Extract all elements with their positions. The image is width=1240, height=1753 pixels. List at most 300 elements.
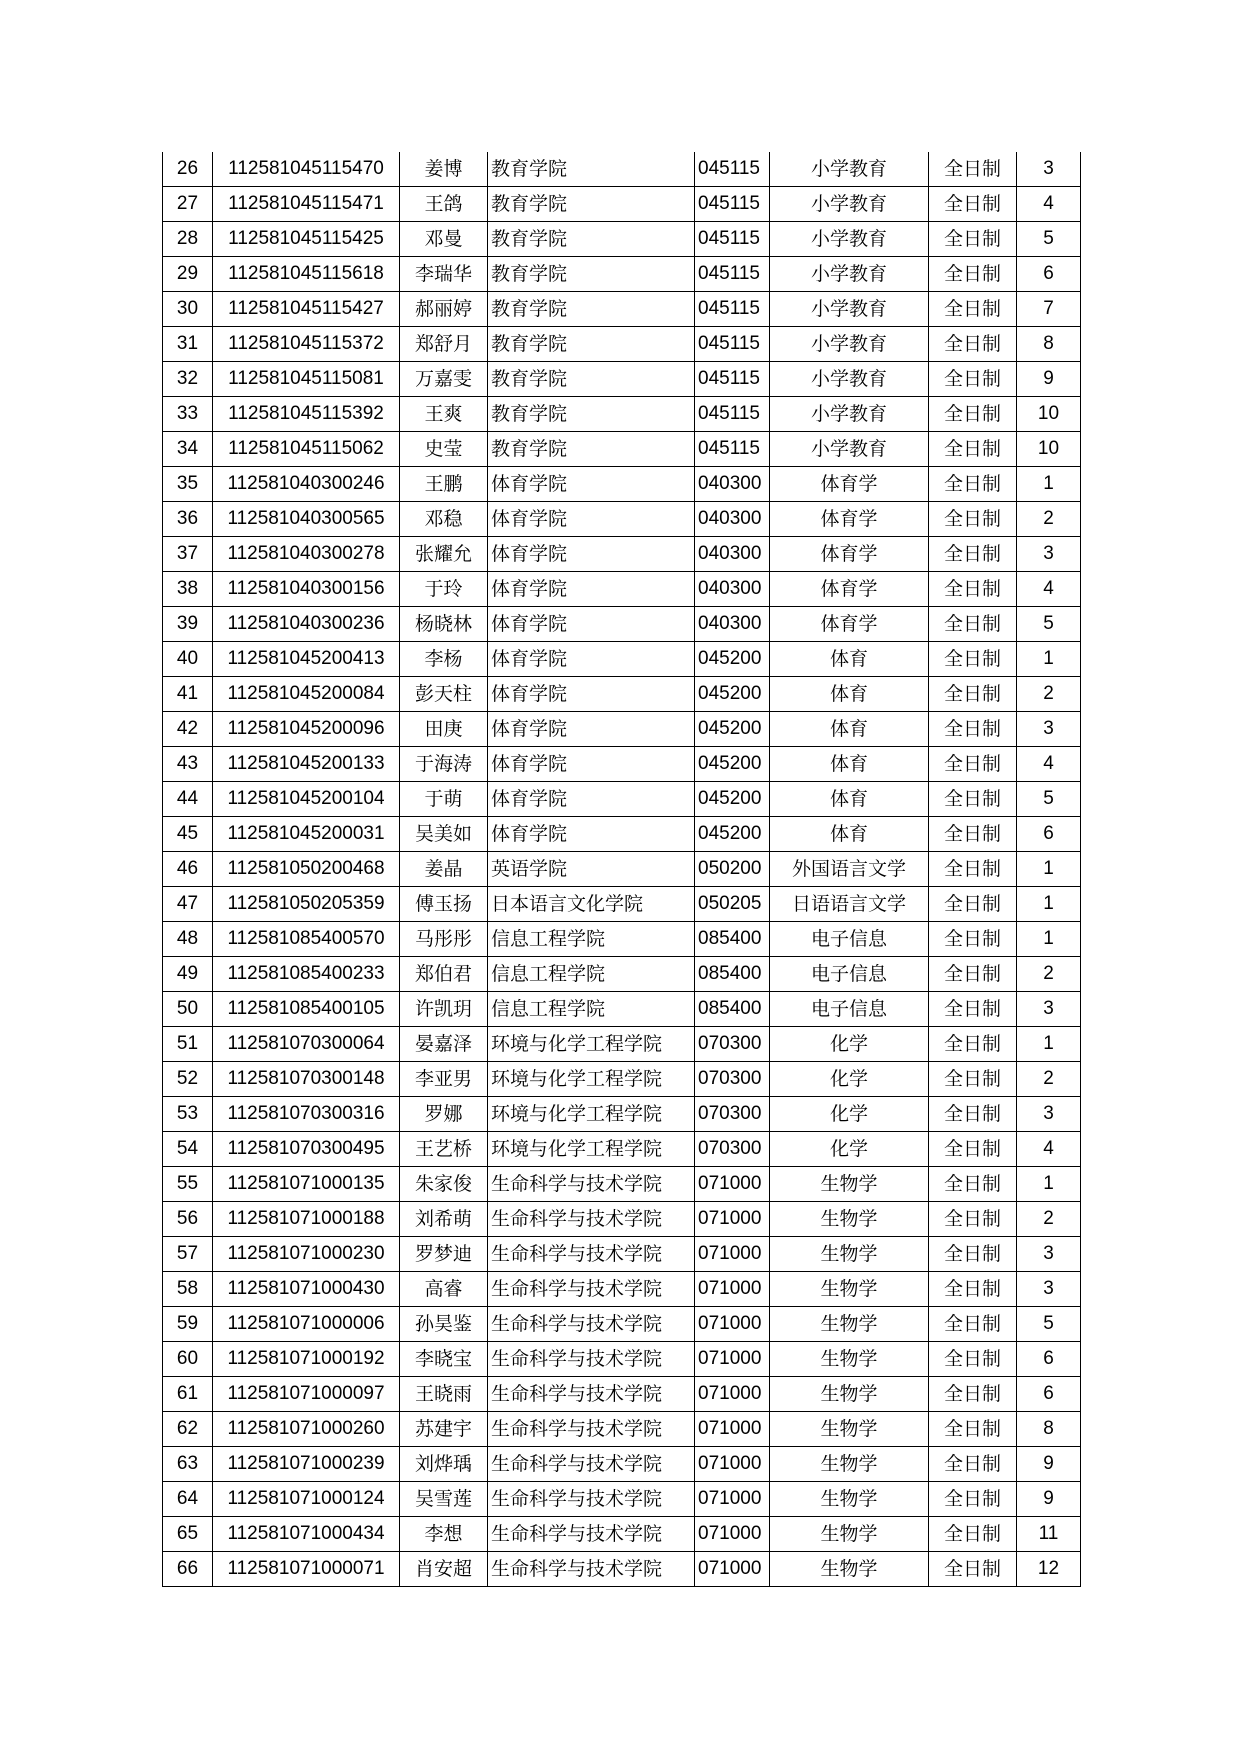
candidate-name-cell: 王晓雨 <box>400 1377 488 1412</box>
major-name-cell: 电子信息 <box>770 992 929 1027</box>
school-name-cell: 生命科学与技术学院 <box>488 1307 695 1342</box>
candidate-id-cell: 112581045115392 <box>213 397 400 432</box>
row-number-cell: 28 <box>163 222 213 257</box>
major-name-cell: 电子信息 <box>770 957 929 992</box>
school-name-cell: 体育学院 <box>488 677 695 712</box>
table-row <box>163 432 1081 467</box>
study-mode-cell: 全日制 <box>929 397 1017 432</box>
major-code-cell: 071000 <box>695 1167 770 1202</box>
row-number-cell: 53 <box>163 1097 213 1132</box>
rank-cell: 2 <box>1017 957 1081 992</box>
rank-cell: 1 <box>1017 887 1081 922</box>
major-name-cell: 日语语言文学 <box>770 887 929 922</box>
candidate-id-cell: 112581045200104 <box>213 782 400 817</box>
major-code-cell: 040300 <box>695 607 770 642</box>
candidate-id-cell: 112581070300316 <box>213 1097 400 1132</box>
candidate-id-cell: 112581045115372 <box>213 327 400 362</box>
candidate-id-cell: 112581040300246 <box>213 467 400 502</box>
row-number-cell: 36 <box>163 502 213 537</box>
major-code-cell: 045200 <box>695 677 770 712</box>
rank-cell: 8 <box>1017 327 1081 362</box>
school-name-cell: 体育学院 <box>488 747 695 782</box>
school-name-cell: 环境与化学工程学院 <box>488 1097 695 1132</box>
row-number-cell: 35 <box>163 467 213 502</box>
table-row <box>163 397 1081 432</box>
candidate-id-cell: 112581071000430 <box>213 1272 400 1307</box>
rank-cell: 4 <box>1017 747 1081 782</box>
study-mode-cell: 全日制 <box>929 747 1017 782</box>
study-mode-cell: 全日制 <box>929 677 1017 712</box>
rank-cell: 5 <box>1017 607 1081 642</box>
candidate-name-cell: 彭天柱 <box>400 677 488 712</box>
rank-cell: 1 <box>1017 642 1081 677</box>
study-mode-cell: 全日制 <box>929 1202 1017 1237</box>
candidate-id-cell: 112581045200413 <box>213 642 400 677</box>
table-row <box>163 747 1081 782</box>
row-number-cell: 42 <box>163 712 213 747</box>
candidate-name-cell: 孙昊鉴 <box>400 1307 488 1342</box>
candidate-name-cell: 李想 <box>400 1517 488 1552</box>
table-row <box>163 1027 1081 1062</box>
row-number-cell: 38 <box>163 572 213 607</box>
major-name-cell: 体育学 <box>770 607 929 642</box>
school-name-cell: 生命科学与技术学院 <box>488 1412 695 1447</box>
candidate-name-cell: 高睿 <box>400 1272 488 1307</box>
major-code-cell: 071000 <box>695 1517 770 1552</box>
study-mode-cell: 全日制 <box>929 362 1017 397</box>
study-mode-cell: 全日制 <box>929 1062 1017 1097</box>
row-number-cell: 30 <box>163 292 213 327</box>
candidate-id-cell: 112581071000230 <box>213 1237 400 1272</box>
rank-cell: 6 <box>1017 1342 1081 1377</box>
major-name-cell: 小学教育 <box>770 257 929 292</box>
major-name-cell: 小学教育 <box>770 222 929 257</box>
table-row <box>163 1062 1081 1097</box>
study-mode-cell: 全日制 <box>929 957 1017 992</box>
candidate-name-cell: 罗娜 <box>400 1097 488 1132</box>
table-row <box>163 1377 1081 1412</box>
row-number-cell: 51 <box>163 1027 213 1062</box>
major-code-cell: 071000 <box>695 1202 770 1237</box>
candidate-name-cell: 于萌 <box>400 782 488 817</box>
rank-cell: 5 <box>1017 222 1081 257</box>
school-name-cell: 体育学院 <box>488 502 695 537</box>
study-mode-cell: 全日制 <box>929 1097 1017 1132</box>
row-number-cell: 31 <box>163 327 213 362</box>
row-number-cell: 43 <box>163 747 213 782</box>
table-row <box>163 292 1081 327</box>
school-name-cell: 生命科学与技术学院 <box>488 1202 695 1237</box>
candidate-name-cell: 刘希萌 <box>400 1202 488 1237</box>
school-name-cell: 生命科学与技术学院 <box>488 1517 695 1552</box>
major-name-cell: 小学教育 <box>770 292 929 327</box>
candidate-name-cell: 苏建宇 <box>400 1412 488 1447</box>
rank-cell: 2 <box>1017 677 1081 712</box>
candidate-id-cell: 112581045115618 <box>213 257 400 292</box>
candidate-name-cell: 张耀允 <box>400 537 488 572</box>
candidate-id-cell: 112581045115081 <box>213 362 400 397</box>
study-mode-cell: 全日制 <box>929 1027 1017 1062</box>
candidate-name-cell: 郑伯君 <box>400 957 488 992</box>
school-name-cell: 教育学院 <box>488 257 695 292</box>
school-name-cell: 教育学院 <box>488 187 695 222</box>
major-code-cell: 070300 <box>695 1097 770 1132</box>
candidate-name-cell: 姜晶 <box>400 852 488 887</box>
table-row <box>163 222 1081 257</box>
candidate-name-cell: 肖安超 <box>400 1552 488 1587</box>
study-mode-cell: 全日制 <box>929 572 1017 607</box>
study-mode-cell: 全日制 <box>929 292 1017 327</box>
major-code-cell: 045115 <box>695 432 770 467</box>
rank-cell: 3 <box>1017 992 1081 1027</box>
major-name-cell: 生物学 <box>770 1202 929 1237</box>
candidate-id-cell: 112581045115471 <box>213 187 400 222</box>
row-number-cell: 46 <box>163 852 213 887</box>
major-code-cell: 045200 <box>695 782 770 817</box>
study-mode-cell: 全日制 <box>929 327 1017 362</box>
study-mode-cell: 全日制 <box>929 1132 1017 1167</box>
school-name-cell: 信息工程学院 <box>488 992 695 1027</box>
study-mode-cell: 全日制 <box>929 1552 1017 1587</box>
school-name-cell: 体育学院 <box>488 572 695 607</box>
major-name-cell: 生物学 <box>770 1237 929 1272</box>
candidate-id-cell: 112581071000434 <box>213 1517 400 1552</box>
row-number-cell: 37 <box>163 537 213 572</box>
table-row <box>163 922 1081 957</box>
rank-cell: 3 <box>1017 537 1081 572</box>
major-name-cell: 体育 <box>770 817 929 852</box>
admission-table <box>162 152 1081 1587</box>
rank-cell: 12 <box>1017 1552 1081 1587</box>
school-name-cell: 体育学院 <box>488 782 695 817</box>
major-name-cell: 体育学 <box>770 467 929 502</box>
rank-cell: 9 <box>1017 1482 1081 1517</box>
row-number-cell: 66 <box>163 1552 213 1587</box>
table-row <box>163 1167 1081 1202</box>
table-row <box>163 1202 1081 1237</box>
candidate-id-cell: 112581040300236 <box>213 607 400 642</box>
major-name-cell: 小学教育 <box>770 362 929 397</box>
candidate-id-cell: 112581045200133 <box>213 747 400 782</box>
candidate-id-cell: 112581050200468 <box>213 852 400 887</box>
candidate-id-cell: 112581071000260 <box>213 1412 400 1447</box>
table-row <box>163 537 1081 572</box>
row-number-cell: 63 <box>163 1447 213 1482</box>
rank-cell: 4 <box>1017 187 1081 222</box>
candidate-name-cell: 郝丽婷 <box>400 292 488 327</box>
rank-cell: 9 <box>1017 362 1081 397</box>
table-row <box>163 1307 1081 1342</box>
candidate-name-cell: 邓曼 <box>400 222 488 257</box>
school-name-cell: 教育学院 <box>488 222 695 257</box>
school-name-cell: 体育学院 <box>488 817 695 852</box>
school-name-cell: 体育学院 <box>488 712 695 747</box>
major-code-cell: 045200 <box>695 747 770 782</box>
study-mode-cell: 全日制 <box>929 187 1017 222</box>
study-mode-cell: 全日制 <box>929 1237 1017 1272</box>
major-name-cell: 体育 <box>770 677 929 712</box>
rank-cell: 6 <box>1017 817 1081 852</box>
study-mode-cell: 全日制 <box>929 1342 1017 1377</box>
row-number-cell: 57 <box>163 1237 213 1272</box>
major-code-cell: 071000 <box>695 1412 770 1447</box>
table-row <box>163 1412 1081 1447</box>
major-name-cell: 体育 <box>770 747 929 782</box>
major-name-cell: 小学教育 <box>770 152 929 187</box>
major-name-cell: 生物学 <box>770 1412 929 1447</box>
rank-cell: 4 <box>1017 572 1081 607</box>
candidate-name-cell: 李亚男 <box>400 1062 488 1097</box>
candidate-name-cell: 马彤彤 <box>400 922 488 957</box>
row-number-cell: 65 <box>163 1517 213 1552</box>
major-name-cell: 体育学 <box>770 502 929 537</box>
major-code-cell: 071000 <box>695 1237 770 1272</box>
candidate-name-cell: 王鸽 <box>400 187 488 222</box>
candidate-name-cell: 郑舒月 <box>400 327 488 362</box>
candidate-name-cell: 姜博 <box>400 152 488 187</box>
school-name-cell: 日本语言文化学院 <box>488 887 695 922</box>
school-name-cell: 生命科学与技术学院 <box>488 1167 695 1202</box>
candidate-name-cell: 杨晓林 <box>400 607 488 642</box>
school-name-cell: 生命科学与技术学院 <box>488 1447 695 1482</box>
table-row <box>163 677 1081 712</box>
table-row <box>163 257 1081 292</box>
table-row <box>163 572 1081 607</box>
major-name-cell: 小学教育 <box>770 187 929 222</box>
candidate-id-cell: 112581071000135 <box>213 1167 400 1202</box>
row-number-cell: 47 <box>163 887 213 922</box>
table-row <box>163 467 1081 502</box>
major-code-cell: 040300 <box>695 467 770 502</box>
study-mode-cell: 全日制 <box>929 782 1017 817</box>
school-name-cell: 教育学院 <box>488 432 695 467</box>
table-row <box>163 712 1081 747</box>
candidate-name-cell: 于玲 <box>400 572 488 607</box>
row-number-cell: 40 <box>163 642 213 677</box>
school-name-cell: 体育学院 <box>488 467 695 502</box>
study-mode-cell: 全日制 <box>929 1167 1017 1202</box>
school-name-cell: 生命科学与技术学院 <box>488 1552 695 1587</box>
table-row <box>163 1552 1081 1587</box>
major-name-cell: 生物学 <box>770 1307 929 1342</box>
school-name-cell: 生命科学与技术学院 <box>488 1342 695 1377</box>
rank-cell: 2 <box>1017 502 1081 537</box>
rank-cell: 2 <box>1017 1202 1081 1237</box>
table-row <box>163 187 1081 222</box>
major-name-cell: 生物学 <box>770 1517 929 1552</box>
study-mode-cell: 全日制 <box>929 537 1017 572</box>
major-code-cell: 045115 <box>695 222 770 257</box>
major-code-cell: 045115 <box>695 152 770 187</box>
candidate-id-cell: 112581071000006 <box>213 1307 400 1342</box>
rank-cell: 6 <box>1017 257 1081 292</box>
rank-cell: 3 <box>1017 152 1081 187</box>
rank-cell: 2 <box>1017 1062 1081 1097</box>
candidate-name-cell: 晏嘉泽 <box>400 1027 488 1062</box>
rank-cell: 1 <box>1017 1027 1081 1062</box>
school-name-cell: 体育学院 <box>488 642 695 677</box>
candidate-id-cell: 112581070300495 <box>213 1132 400 1167</box>
table-row <box>163 1237 1081 1272</box>
study-mode-cell: 全日制 <box>929 1517 1017 1552</box>
row-number-cell: 62 <box>163 1412 213 1447</box>
major-code-cell: 071000 <box>695 1342 770 1377</box>
candidate-id-cell: 112581045115470 <box>213 152 400 187</box>
row-number-cell: 49 <box>163 957 213 992</box>
study-mode-cell: 全日制 <box>929 467 1017 502</box>
school-name-cell: 环境与化学工程学院 <box>488 1132 695 1167</box>
row-number-cell: 33 <box>163 397 213 432</box>
candidate-id-cell: 112581040300278 <box>213 537 400 572</box>
candidate-id-cell: 112581040300156 <box>213 572 400 607</box>
candidate-name-cell: 吴美如 <box>400 817 488 852</box>
row-number-cell: 56 <box>163 1202 213 1237</box>
major-name-cell: 生物学 <box>770 1447 929 1482</box>
candidate-name-cell: 吴雪莲 <box>400 1482 488 1517</box>
study-mode-cell: 全日制 <box>929 1272 1017 1307</box>
table-row <box>163 362 1081 397</box>
table-row <box>163 852 1081 887</box>
rank-cell: 7 <box>1017 292 1081 327</box>
row-number-cell: 32 <box>163 362 213 397</box>
row-number-cell: 58 <box>163 1272 213 1307</box>
table-row <box>163 1097 1081 1132</box>
candidate-name-cell: 朱家俊 <box>400 1167 488 1202</box>
school-name-cell: 生命科学与技术学院 <box>488 1272 695 1307</box>
row-number-cell: 39 <box>163 607 213 642</box>
rank-cell: 5 <box>1017 782 1081 817</box>
major-name-cell: 化学 <box>770 1132 929 1167</box>
study-mode-cell: 全日制 <box>929 502 1017 537</box>
table-row <box>163 642 1081 677</box>
major-name-cell: 体育 <box>770 642 929 677</box>
study-mode-cell: 全日制 <box>929 992 1017 1027</box>
major-code-cell: 045200 <box>695 642 770 677</box>
rank-cell: 1 <box>1017 852 1081 887</box>
major-code-cell: 045115 <box>695 397 770 432</box>
rank-cell: 3 <box>1017 1272 1081 1307</box>
rank-cell: 1 <box>1017 922 1081 957</box>
major-name-cell: 外国语言文学 <box>770 852 929 887</box>
table-row <box>163 992 1081 1027</box>
school-name-cell: 生命科学与技术学院 <box>488 1482 695 1517</box>
candidate-name-cell: 许凯玥 <box>400 992 488 1027</box>
candidate-id-cell: 112581045200084 <box>213 677 400 712</box>
major-name-cell: 体育学 <box>770 572 929 607</box>
table-row <box>163 1132 1081 1167</box>
study-mode-cell: 全日制 <box>929 817 1017 852</box>
candidate-id-cell: 112581045200096 <box>213 712 400 747</box>
major-code-cell: 070300 <box>695 1132 770 1167</box>
major-name-cell: 生物学 <box>770 1552 929 1587</box>
major-code-cell: 071000 <box>695 1552 770 1587</box>
candidate-name-cell: 邓稳 <box>400 502 488 537</box>
major-code-cell: 045200 <box>695 712 770 747</box>
school-name-cell: 信息工程学院 <box>488 957 695 992</box>
major-code-cell: 045115 <box>695 362 770 397</box>
table-row <box>163 327 1081 362</box>
candidate-name-cell: 李杨 <box>400 642 488 677</box>
major-name-cell: 体育 <box>770 712 929 747</box>
study-mode-cell: 全日制 <box>929 1307 1017 1342</box>
major-code-cell: 045115 <box>695 257 770 292</box>
school-name-cell: 体育学院 <box>488 607 695 642</box>
school-name-cell: 英语学院 <box>488 852 695 887</box>
candidate-id-cell: 112581045115425 <box>213 222 400 257</box>
major-code-cell: 045200 <box>695 817 770 852</box>
candidate-id-cell: 112581071000192 <box>213 1342 400 1377</box>
row-number-cell: 50 <box>163 992 213 1027</box>
candidate-name-cell: 罗梦迪 <box>400 1237 488 1272</box>
rank-cell: 3 <box>1017 1097 1081 1132</box>
school-name-cell: 教育学院 <box>488 327 695 362</box>
school-name-cell: 生命科学与技术学院 <box>488 1377 695 1412</box>
school-name-cell: 生命科学与技术学院 <box>488 1237 695 1272</box>
study-mode-cell: 全日制 <box>929 257 1017 292</box>
rank-cell: 3 <box>1017 1237 1081 1272</box>
study-mode-cell: 全日制 <box>929 1377 1017 1412</box>
row-number-cell: 54 <box>163 1132 213 1167</box>
candidate-name-cell: 李晓宝 <box>400 1342 488 1377</box>
table-row <box>163 1272 1081 1307</box>
study-mode-cell: 全日制 <box>929 1482 1017 1517</box>
table-row <box>163 1447 1081 1482</box>
study-mode-cell: 全日制 <box>929 152 1017 187</box>
rank-cell: 8 <box>1017 1412 1081 1447</box>
major-code-cell: 071000 <box>695 1377 770 1412</box>
study-mode-cell: 全日制 <box>929 642 1017 677</box>
major-name-cell: 小学教育 <box>770 397 929 432</box>
candidate-name-cell: 于海涛 <box>400 747 488 782</box>
row-number-cell: 41 <box>163 677 213 712</box>
study-mode-cell: 全日制 <box>929 222 1017 257</box>
school-name-cell: 教育学院 <box>488 292 695 327</box>
candidate-name-cell: 刘烨瑀 <box>400 1447 488 1482</box>
rank-cell: 4 <box>1017 1132 1081 1167</box>
candidate-id-cell: 112581070300148 <box>213 1062 400 1097</box>
major-code-cell: 045115 <box>695 292 770 327</box>
candidate-name-cell: 田庚 <box>400 712 488 747</box>
major-code-cell: 050205 <box>695 887 770 922</box>
major-code-cell: 071000 <box>695 1272 770 1307</box>
row-number-cell: 64 <box>163 1482 213 1517</box>
candidate-id-cell: 112581045115062 <box>213 432 400 467</box>
candidate-name-cell: 傅玉扬 <box>400 887 488 922</box>
candidate-name-cell: 王鹏 <box>400 467 488 502</box>
candidate-id-cell: 112581050205359 <box>213 887 400 922</box>
row-number-cell: 44 <box>163 782 213 817</box>
candidate-id-cell: 112581045200031 <box>213 817 400 852</box>
row-number-cell: 34 <box>163 432 213 467</box>
study-mode-cell: 全日制 <box>929 1447 1017 1482</box>
table-row <box>163 957 1081 992</box>
study-mode-cell: 全日制 <box>929 607 1017 642</box>
major-code-cell: 085400 <box>695 922 770 957</box>
rank-cell: 1 <box>1017 1167 1081 1202</box>
table-row <box>163 782 1081 817</box>
study-mode-cell: 全日制 <box>929 432 1017 467</box>
major-name-cell: 生物学 <box>770 1272 929 1307</box>
candidate-id-cell: 112581071000188 <box>213 1202 400 1237</box>
rank-cell: 10 <box>1017 397 1081 432</box>
school-name-cell: 教育学院 <box>488 362 695 397</box>
candidate-id-cell: 112581070300064 <box>213 1027 400 1062</box>
candidate-id-cell: 112581071000124 <box>213 1482 400 1517</box>
major-code-cell: 070300 <box>695 1062 770 1097</box>
candidate-name-cell: 史莹 <box>400 432 488 467</box>
row-number-cell: 55 <box>163 1167 213 1202</box>
school-name-cell: 环境与化学工程学院 <box>488 1062 695 1097</box>
